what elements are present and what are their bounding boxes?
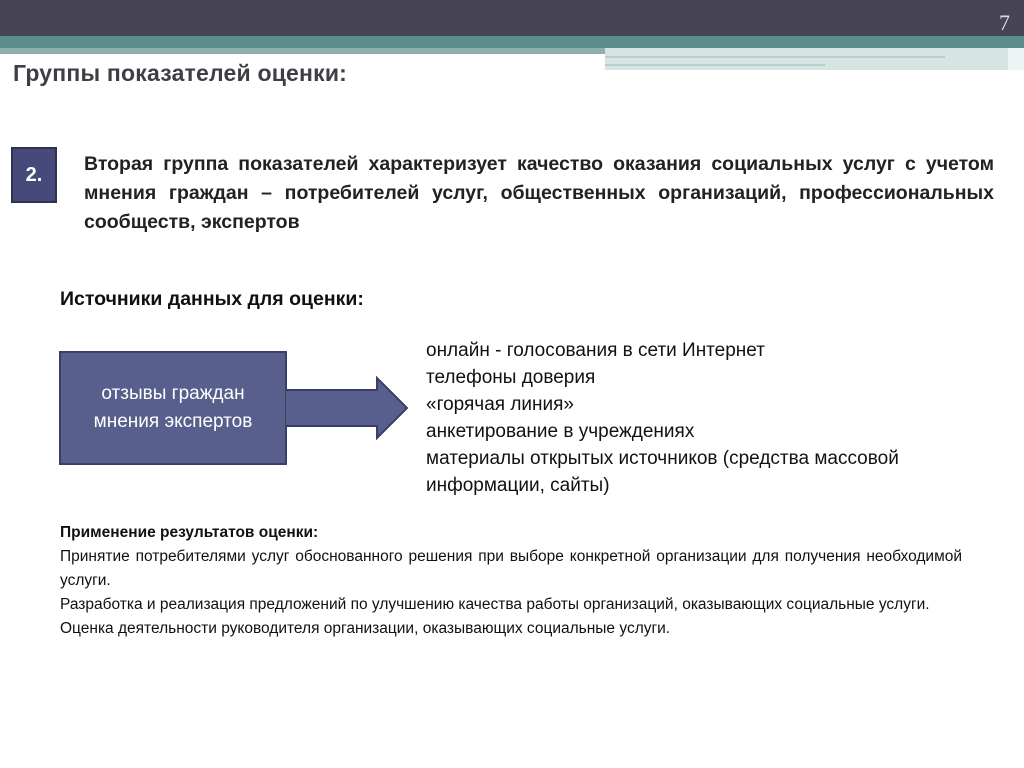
slide-number: 7 [999, 10, 1010, 35]
list-item: «горячая линия» [426, 394, 574, 415]
sources-heading: Источники данных для оценки: [60, 288, 364, 310]
header-band-line [605, 56, 945, 58]
right-arrow-icon [285, 376, 411, 440]
source-box-line: мнения экспертов [93, 411, 253, 432]
source-box-line: отзывы граждан [101, 383, 245, 404]
application-section [60, 521, 962, 641]
list-item: телефоны доверия [426, 367, 596, 388]
group-number-badge: 2. [11, 147, 57, 203]
source-box [59, 351, 287, 465]
sources-list [426, 337, 986, 499]
list-item: анкетирование в учреждениях [426, 421, 695, 442]
application-heading: Применение результатов оценки: [60, 524, 319, 541]
application-paragraph: Оценка деятельности руководителя организации, оказывающих социальные услуги. [60, 620, 671, 637]
header-band-light [0, 48, 605, 54]
header-band-teal [0, 36, 1024, 48]
header-band-dark [0, 0, 1024, 36]
header-band-edge [1008, 48, 1024, 70]
slide-title: Группы показателей оценки: [13, 60, 348, 86]
group-description: Вторая группа показателей характеризует качество оказания социальных услуг с учетом мнения граждан – потребителей услуг, общественных организаций, профессиональных сообществ, экспертов [84, 153, 994, 233]
list-item: материалы открытых источников (средства массовой информации, сайты) [426, 448, 899, 496]
list-item: онлайн - голосования в сети Интернет [426, 340, 765, 361]
header-band-line [605, 64, 825, 66]
header-band-accent [605, 48, 1024, 70]
application-paragraph: Принятие потребителями услуг обоснованного решения при выборе конкретной организации для получения необходимой услуги. [60, 548, 962, 589]
application-paragraph: Разработка и реализация предложений по улучшению качества работы организаций, оказывающих социальные услуги. [60, 596, 930, 613]
